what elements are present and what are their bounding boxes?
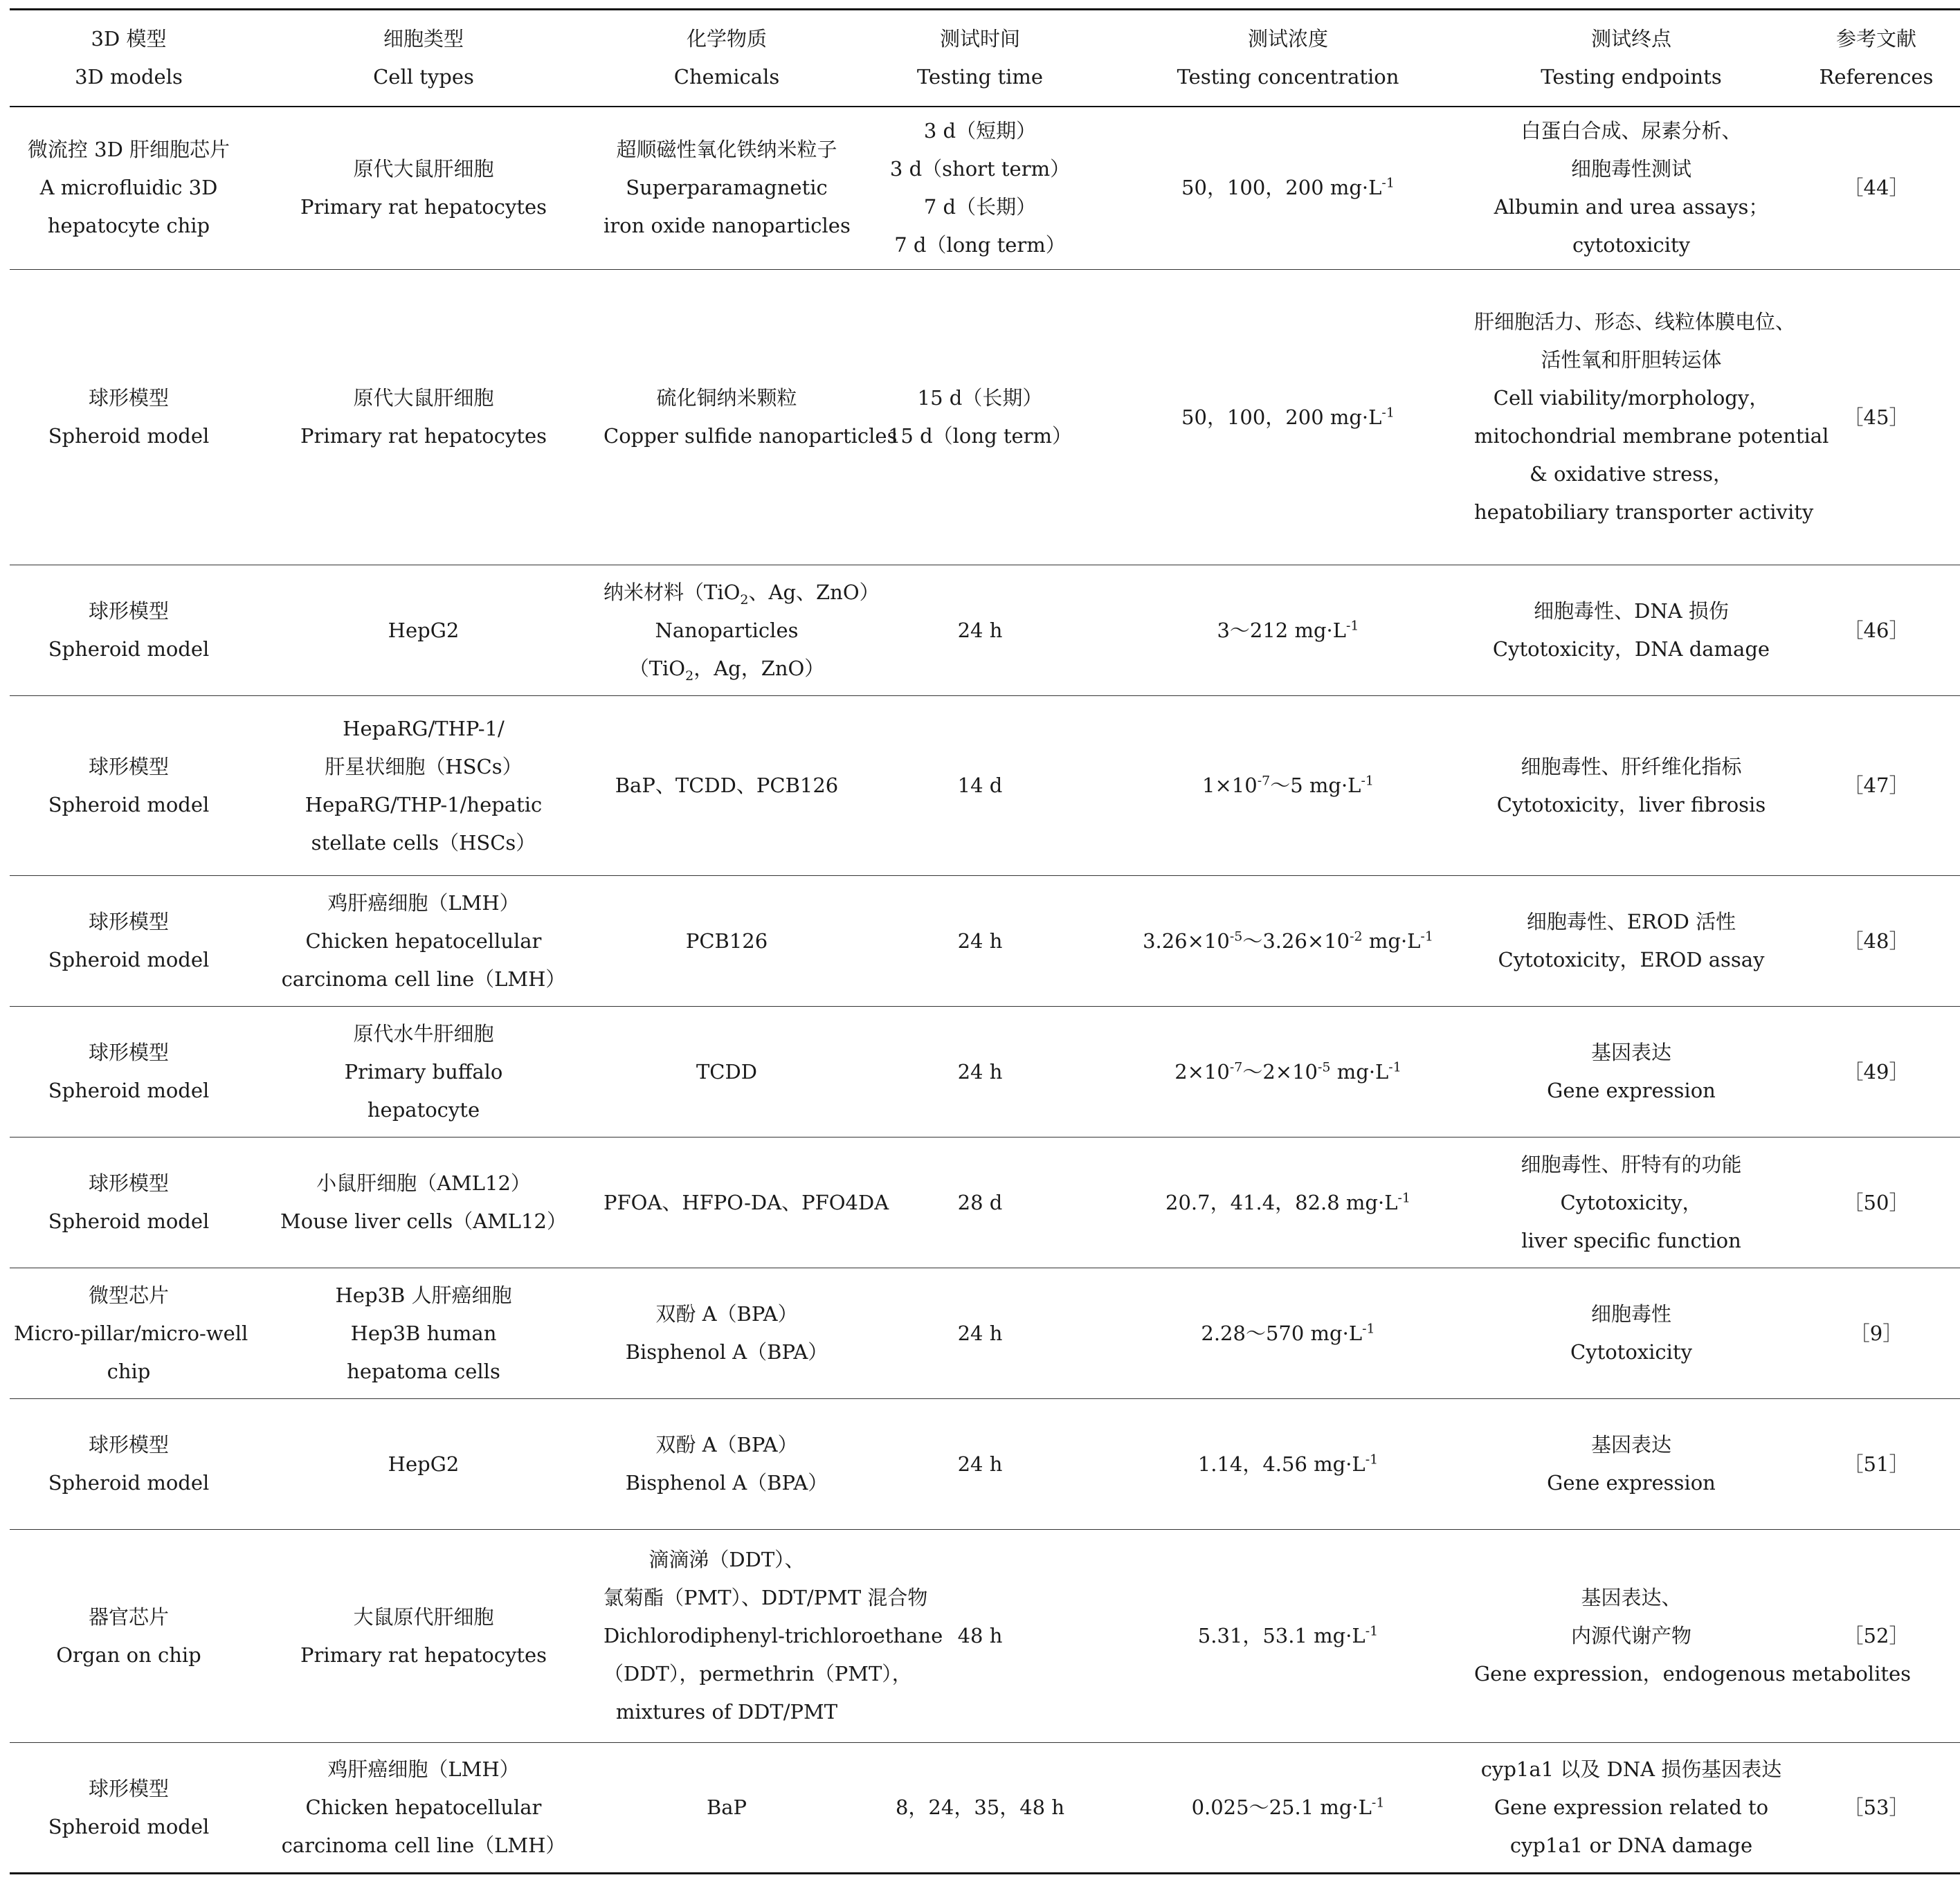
cell-cell-type: HepG2 — [248, 1399, 599, 1530]
cell-concentration: 2.28～570 $mg\cdot L^{-1}$ — [1106, 1268, 1470, 1399]
cell-concentration: 20.7，41.4，82.8 $mg\cdot L^{-1}$ — [1106, 1138, 1470, 1268]
cell-chemical: 双酚 A（BPA） Bisphenol A（BPA） — [599, 1268, 854, 1399]
cell-endpoint: 肝细胞活力、形态、线粒体膜电位、 活性氧和肝胆转运体 Cell viability/morphology， mitochondrial membrane potential & oxidative stress， hepatobiliary transporter activity — [1470, 270, 1793, 565]
cell-concentration: 1.14，4.56 $mg\cdot L^{-1}$ — [1106, 1399, 1470, 1530]
table-row — [10, 1399, 1960, 1530]
cell-chemical: 滴滴涕（DDT）、 氯菊酯（PMT）、DDT/PMT 混合物 Dichlorodiphenyl-trichloroethane （DDT），permethrin（PMT）， mixtures of DDT/PMT — [599, 1530, 854, 1743]
table-row — [10, 1007, 1960, 1138]
cell-reference: ［53］ — [1793, 1743, 1960, 1874]
cell-cell-type: Hep3B 人肝癌细胞 Hep3B human hepatoma cells — [248, 1268, 599, 1399]
cell-model: 球形模型 Spheroid model — [10, 1138, 248, 1268]
cell-endpoint: cyp1a1 以及 DNA 损伤基因表达 Gene expression related to cyp1a1 or DNA damage — [1470, 1743, 1793, 1874]
cell-time: 24 h — [854, 1007, 1106, 1138]
cell-endpoint: 基因表达 Gene expression — [1470, 1399, 1793, 1530]
cell-chemical: BaP — [599, 1743, 854, 1874]
cell-reference: ［45］ — [1793, 270, 1960, 565]
cell-cell-type: 原代大鼠肝细胞 Primary rat hepatocytes — [248, 107, 599, 270]
cell-concentration: 50，100，200 $mg\cdot L^{-1}$ — [1106, 107, 1470, 270]
cell-model: 球形模型 Spheroid model — [10, 1399, 248, 1530]
cell-time: 24 h — [854, 1399, 1106, 1530]
cell-model: 球形模型 Spheroid model — [10, 876, 248, 1007]
cell-time: 24 h — [854, 565, 1106, 696]
cell-endpoint: 细胞毒性、肝特有的功能 Cytotoxicity， liver specific function — [1470, 1138, 1793, 1268]
cell-concentration: 3～212 $mg\cdot L^{-1}$ — [1106, 565, 1470, 696]
cell-endpoint: 基因表达、 内源代谢产物 Gene expression，endogenous metabolites — [1470, 1530, 1793, 1743]
cell-time: 15 d（长期） 15 d（long term） — [854, 270, 1106, 565]
table-row — [10, 270, 1960, 565]
header-models: 3D 模型 3D models — [10, 10, 248, 107]
data-table — [10, 8, 1960, 1874]
table-row — [10, 1138, 1960, 1268]
cell-endpoint: 细胞毒性 Cytotoxicity — [1470, 1268, 1793, 1399]
table-row — [10, 1530, 1960, 1743]
cell-model: 微型芯片 Micro-pillar/micro-well chip — [10, 1268, 248, 1399]
cell-chemical: 纳米材料（TiO$_2$、Ag、ZnO） Nanoparticles （TiO$_2$，Ag，ZnO） — [599, 565, 854, 696]
cell-time: 3 d（短期） 3 d（short term） 7 d（长期） 7 d（long term） — [854, 107, 1106, 270]
cell-concentration: $1\times 10^{-7}\sim 5$ $mg\cdot L^{-1}$ — [1106, 696, 1470, 876]
header-testing-concentration: 测试浓度 Testing concentration — [1106, 10, 1470, 107]
cell-chemical: TCDD — [599, 1007, 854, 1138]
cell-reference: ［44］ — [1793, 107, 1960, 270]
header-testing-endpoints: 测试终点 Testing endpoints — [1470, 10, 1793, 107]
cell-reference: ［50］ — [1793, 1138, 1960, 1268]
cell-cell-type: 大鼠原代肝细胞 Primary rat hepatocytes — [248, 1530, 599, 1743]
cell-cell-type: HepaRG/THP-1/ 肝星状细胞（HSCs） HepaRG/THP-1/hepatic stellate cells（HSCs） — [248, 696, 599, 876]
cell-concentration: $2\times 10^{-7}\sim 2\times 10^{-5}$ $mg\cdot L^{-1}$ — [1106, 1007, 1470, 1138]
cell-chemical: PCB126 — [599, 876, 854, 1007]
cell-endpoint: 细胞毒性、DNA 损伤 Cytotoxicity，DNA damage — [1470, 565, 1793, 696]
cell-reference: ［49］ — [1793, 1007, 1960, 1138]
cell-chemical: PFOA、HFPO-DA、PFO4DA — [599, 1138, 854, 1268]
cell-time: 24 h — [854, 876, 1106, 1007]
cell-model: 球形模型 Spheroid model — [10, 565, 248, 696]
header-chemicals: 化学物质 Chemicals — [599, 10, 854, 107]
cell-concentration: 50，100，200 $mg\cdot L^{-1}$ — [1106, 270, 1470, 565]
cell-time: 28 d — [854, 1138, 1106, 1268]
cell-endpoint: 细胞毒性、肝纤维化指标 Cytotoxicity，liver fibrosis — [1470, 696, 1793, 876]
cell-chemical: 超顺磁性氧化铁纳米粒子 Superparamagnetic iron oxide nanoparticles — [599, 107, 854, 270]
cell-cell-type: 小鼠肝细胞（AML12） Mouse liver cells（AML12） — [248, 1138, 599, 1268]
table-row — [10, 107, 1960, 270]
cell-cell-type: 原代大鼠肝细胞 Primary rat hepatocytes — [248, 270, 599, 565]
cell-concentration: $3.26\times 10^{-5}\sim 3.26\times 10^{-2}$ $mg\cdot L^{-1}$ — [1106, 876, 1470, 1007]
cell-reference: ［47］ — [1793, 696, 1960, 876]
table-row — [10, 1743, 1960, 1874]
cell-cell-type: HepG2 — [248, 565, 599, 696]
table-body — [10, 107, 1960, 1874]
cell-reference: ［52］ — [1793, 1530, 1960, 1743]
cell-endpoint: 细胞毒性、EROD 活性 Cytotoxicity，EROD assay — [1470, 876, 1793, 1007]
cell-reference: ［51］ — [1793, 1399, 1960, 1530]
cell-model: 球形模型 Spheroid model — [10, 1743, 248, 1874]
table-row — [10, 876, 1960, 1007]
table-row — [10, 1268, 1960, 1399]
cell-concentration: 0.025～25.1 $mg\cdot L^{-1}$ — [1106, 1743, 1470, 1874]
cell-model: 球形模型 Spheroid model — [10, 1007, 248, 1138]
header-cell-types: 细胞类型 Cell types — [248, 10, 599, 107]
cell-endpoint: 基因表达 Gene expression — [1470, 1007, 1793, 1138]
cell-cell-type: 原代水牛肝细胞 Primary buffalo hepatocyte — [248, 1007, 599, 1138]
cell-cell-type: 鸡肝癌细胞（LMH） Chicken hepatocellular carcinoma cell line（LMH） — [248, 876, 599, 1007]
cell-time: 14 d — [854, 696, 1106, 876]
table-row — [10, 565, 1960, 696]
cell-time: 48 h — [854, 1530, 1106, 1743]
cell-cell-type: 鸡肝癌细胞（LMH） Chicken hepatocellular carcinoma cell line（LMH） — [248, 1743, 599, 1874]
table-row — [10, 696, 1960, 876]
cell-model: 球形模型 Spheroid model — [10, 270, 248, 565]
cell-time: 24 h — [854, 1268, 1106, 1399]
cell-chemical: BaP、TCDD、PCB126 — [599, 696, 854, 876]
cell-model: 器官芯片 Organ on chip — [10, 1530, 248, 1743]
header-testing-time: 测试时间 Testing time — [854, 10, 1106, 107]
header-references: 参考文献 References — [1793, 10, 1960, 107]
cell-endpoint: 白蛋白合成、尿素分析、 细胞毒性测试 Albumin and urea assays； cytotoxicity — [1470, 107, 1793, 270]
cell-model: 微流控 3D 肝细胞芯片 A microfluidic 3D hepatocyte chip — [10, 107, 248, 270]
cell-reference: ［48］ — [1793, 876, 1960, 1007]
cell-reference: ［9］ — [1793, 1268, 1960, 1399]
header-row — [10, 10, 1960, 107]
cell-time: 8，24，35，48 h — [854, 1743, 1106, 1874]
cell-reference: ［46］ — [1793, 565, 1960, 696]
cell-model: 球形模型 Spheroid model — [10, 696, 248, 876]
cell-chemical: 双酚 A（BPA） Bisphenol A（BPA） — [599, 1399, 854, 1530]
cell-chemical: 硫化铜纳米颗粒 Copper sulfide nanoparticles — [599, 270, 854, 565]
cell-concentration: 5.31，53.1 $mg\cdot L^{-1}$ — [1106, 1530, 1470, 1743]
